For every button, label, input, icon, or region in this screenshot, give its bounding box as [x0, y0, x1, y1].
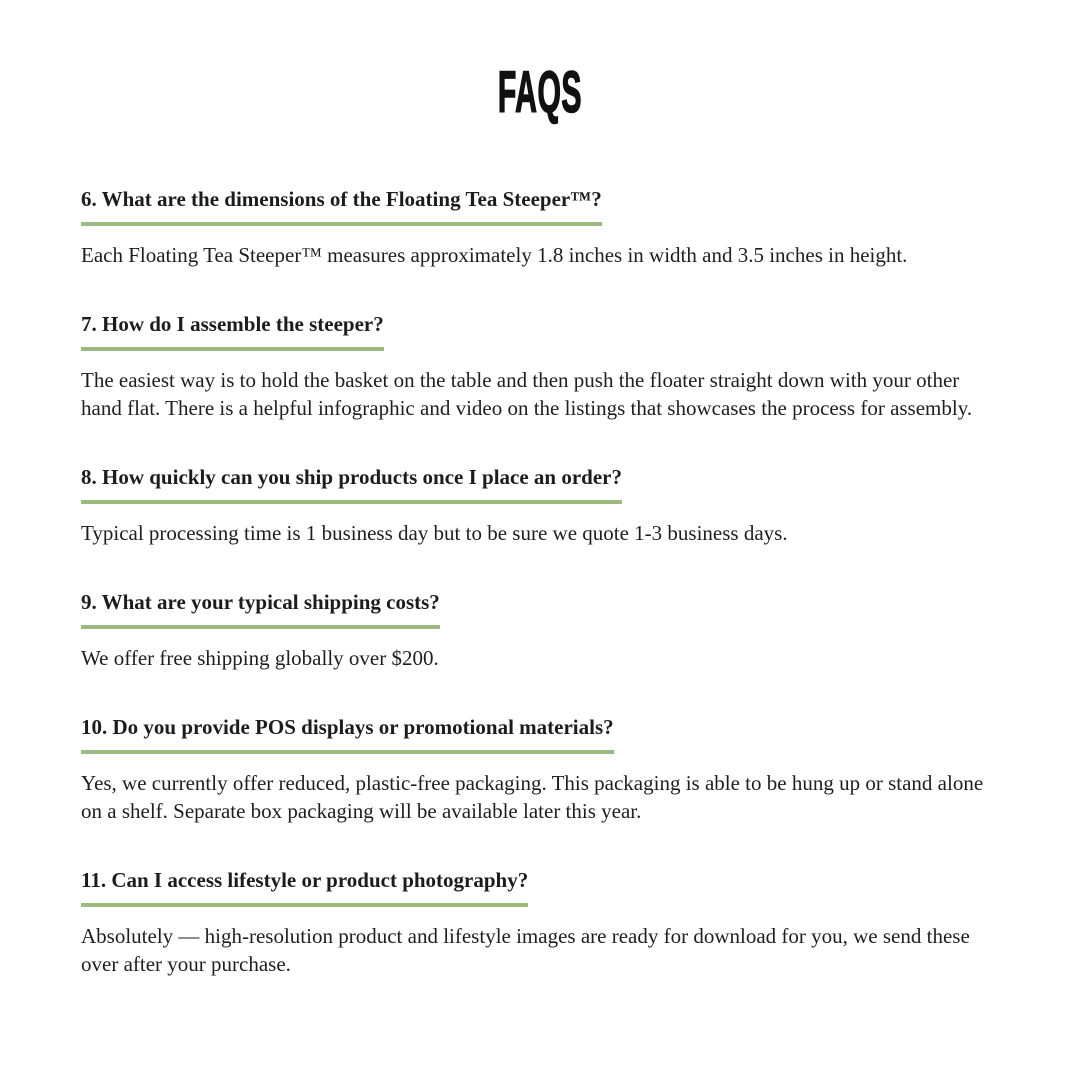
faq-section	[81, 714, 999, 825]
page-title: FAQS	[497, 60, 583, 125]
faq-answer: Typical processing time is 1 business day but to be sure we quote 1-3 business days.	[81, 521, 788, 545]
faq-answer: The easiest way is to hold the basket on the table and then push the floater straight down with your other hand flat. There is a helpful infographic and video on the listings that showcases the process for assembly.	[81, 368, 973, 420]
faq-section	[81, 186, 999, 269]
faq-section	[81, 464, 999, 547]
faq-section	[81, 867, 999, 978]
faq-answer: Each Floating Tea Steeper™ measures approximately 1.8 inches in width and 3.5 inches in height.	[81, 243, 908, 267]
faq-answer: Yes, we currently offer reduced, plastic-free packaging. This packaging is able to be hung up or stand alone on a shelf. Separate box packaging will be available later this year.	[81, 771, 984, 823]
faq-answer: Absolutely — high-resolution product and lifestyle images are ready for download for you, we send these over after your purchase.	[81, 924, 970, 976]
faq-section	[81, 311, 999, 422]
faq-question: 11. Can I access lifestyle or product photography?	[81, 867, 528, 907]
title-wrap	[0, 0, 1080, 124]
faq-question: 10. Do you provide POS displays or promotional materials?	[81, 714, 614, 754]
faq-section	[81, 589, 999, 672]
faq-question: 6. What are the dimensions of the Floating Tea Steeper™?	[81, 186, 602, 226]
faq-question: 7. How do I assemble the steeper?	[81, 311, 384, 351]
faq-list	[0, 186, 1080, 978]
faq-answer: We offer free shipping globally over $200.	[81, 646, 439, 670]
faq-question: 9. What are your typical shipping costs?	[81, 589, 440, 629]
faq-question: 8. How quickly can you ship products once I place an order?	[81, 464, 622, 504]
